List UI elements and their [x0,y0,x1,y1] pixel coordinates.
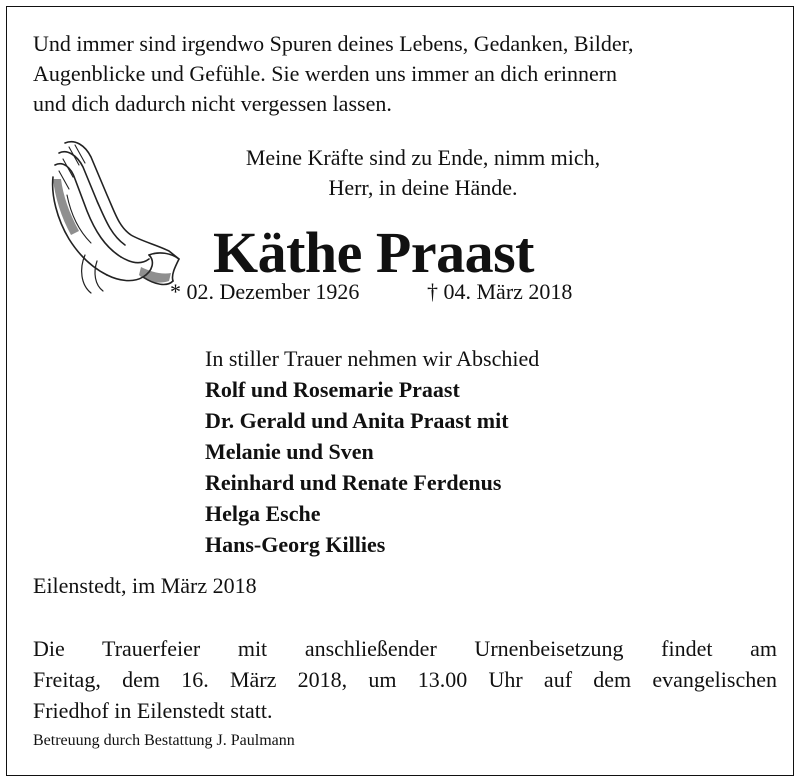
verse-line-1: Meine Kräfte sind zu Ende, nimm mich, [245,145,601,170]
mourner-name: Helga Esche [205,501,321,526]
mourner-name: Melanie und Sven [205,439,374,464]
funeral-line: Die Trauerfeier mit anschließender Urnenbeisetzung findet am [33,636,777,661]
death-date: † 04. März 2018 [427,279,573,304]
funeral-info [33,633,777,726]
poem-line: Und immer sind irgendwo Spuren deines Lebens, Gedanken, Bilder, [33,31,634,56]
mourner-name: Hans-Georg Killies [205,532,386,557]
mourners-block [205,343,539,560]
verse-line-2: Herr, in deine Hände. [328,175,518,200]
obituary-notice [6,6,794,776]
poem-text [33,29,634,119]
mourner-name: Dr. Gerald und Anita Praast mit [205,408,509,433]
birth-date: * 02. Dezember 1926 [170,279,360,304]
undertaker-credit: Betreuung durch Bestattung J. Paulmann [33,732,295,749]
funeral-line: Friedhof in Eilenstedt statt. [33,698,273,723]
funeral-line: Freitag, dem 16. März 2018, um 13.00 Uhr auf dem evangelischen [33,667,777,692]
mourners-intro: In stiller Trauer nehmen wir Abschied [205,346,540,371]
poem-line: Augenblicke und Gefühle. Sie werden uns immer an dich erinnern [33,61,618,86]
deceased-name: Käthe Praast [213,220,534,285]
mourner-name: Rolf und Rosemarie Praast [205,377,460,402]
place-date: Eilenstedt, im März 2018 [33,573,257,598]
poem-line: und dich dadurch nicht vergessen lassen. [33,91,392,116]
mourner-name: Reinhard und Renate Ferdenus [205,470,502,495]
